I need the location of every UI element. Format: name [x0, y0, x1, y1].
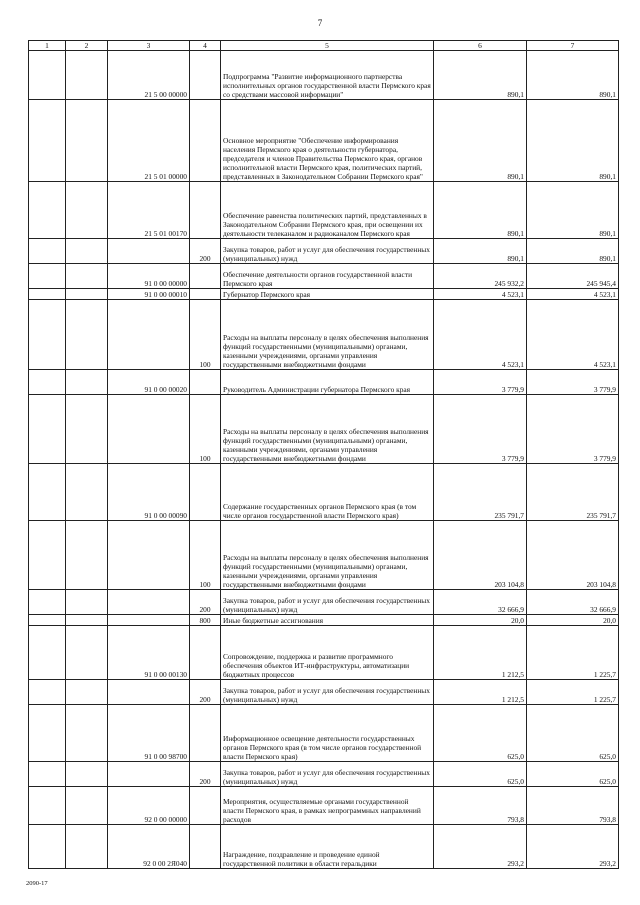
cell-amount-year2: 3 779,9 [527, 370, 619, 395]
column-header: 1 [29, 41, 66, 51]
cell-target-code: 91 0 00 00020 [108, 370, 190, 395]
cell-amount-year2: 1 225,7 [527, 626, 619, 680]
cell-section [29, 289, 66, 300]
column-header: 3 [108, 41, 190, 51]
cell-expense-type [190, 626, 221, 680]
cell-amount-year1: 203 104,8 [434, 521, 527, 590]
cell-expense-type: 200 [190, 590, 221, 615]
cell-section [29, 590, 66, 615]
cell-section [29, 370, 66, 395]
cell-expense-type [190, 182, 221, 239]
column-header: 4 [190, 41, 221, 51]
table-row [29, 370, 619, 395]
cell-section [29, 239, 66, 264]
cell-amount-year1: 235 791,7 [434, 464, 527, 521]
budget-table [28, 40, 619, 869]
cell-target-code [108, 615, 190, 626]
cell-subsection [66, 762, 108, 787]
table-row [29, 395, 619, 464]
cell-amount-year1: 793,8 [434, 787, 527, 825]
cell-expense-type [190, 825, 221, 869]
table-row [29, 825, 619, 869]
cell-amount-year1: 3 779,9 [434, 395, 527, 464]
cell-amount-year2: 890,1 [527, 51, 619, 100]
cell-subsection [66, 239, 108, 264]
cell-subsection [66, 100, 108, 182]
cell-subsection [66, 464, 108, 521]
cell-target-code [108, 680, 190, 705]
table-row [29, 264, 619, 289]
cell-expense-type [190, 464, 221, 521]
cell-subsection [66, 705, 108, 762]
cell-target-code: 21 5 01 00170 [108, 182, 190, 239]
cell-subsection [66, 289, 108, 300]
cell-amount-year2: 890,1 [527, 100, 619, 182]
table-row [29, 521, 619, 590]
cell-section [29, 464, 66, 521]
cell-section [29, 680, 66, 705]
cell-target-code [108, 521, 190, 590]
cell-name: Губернатор Пермского края [221, 289, 434, 300]
cell-section [29, 182, 66, 239]
cell-name: Подпрограмма "Развитие информационного партнерства исполнительных органов государственной власти Пермского края со средствами массовой информации" [221, 51, 434, 100]
cell-target-code [108, 300, 190, 370]
cell-amount-year1: 3 779,9 [434, 370, 527, 395]
cell-amount-year2: 20,0 [527, 615, 619, 626]
table-row [29, 762, 619, 787]
cell-amount-year1: 890,1 [434, 51, 527, 100]
cell-amount-year1: 20,0 [434, 615, 527, 626]
cell-target-code: 21 5 00 00000 [108, 51, 190, 100]
cell-subsection [66, 521, 108, 590]
cell-target-code: 21 5 01 00000 [108, 100, 190, 182]
cell-name: Мероприятия, осуществляемые органами государственной власти Пермского края, в рамках непрограммных направлений расходов [221, 787, 434, 825]
cell-subsection [66, 300, 108, 370]
cell-name: Награждение, поздравление и проведение единой государственной политики в области геральдики [221, 825, 434, 869]
cell-section [29, 300, 66, 370]
cell-section [29, 615, 66, 626]
cell-amount-year2: 625,0 [527, 705, 619, 762]
cell-amount-year2: 793,8 [527, 787, 619, 825]
table-row [29, 626, 619, 680]
cell-amount-year2: 32 666,9 [527, 590, 619, 615]
cell-amount-year2: 203 104,8 [527, 521, 619, 590]
cell-subsection [66, 787, 108, 825]
table-row [29, 51, 619, 100]
table-row [29, 615, 619, 626]
table-row [29, 680, 619, 705]
cell-section [29, 825, 66, 869]
cell-section [29, 521, 66, 590]
cell-subsection [66, 626, 108, 680]
cell-amount-year1: 4 523,1 [434, 289, 527, 300]
cell-expense-type [190, 100, 221, 182]
cell-subsection [66, 825, 108, 869]
cell-subsection [66, 264, 108, 289]
cell-name: Расходы на выплаты персоналу в целях обеспечения выполнения функций государственными (муниципальными) органами, казенными учреждениями, органами управления государственными внебюджетными фондами [221, 395, 434, 464]
cell-name: Расходы на выплаты персоналу в целях обеспечения выполнения функций государственными (муниципальными) органами, казенными учреждениями, органами управления государственными внебюджетными фондами [221, 300, 434, 370]
cell-subsection [66, 395, 108, 464]
cell-amount-year1: 293,2 [434, 825, 527, 869]
cell-expense-type: 100 [190, 395, 221, 464]
cell-expense-type [190, 787, 221, 825]
cell-amount-year2: 890,1 [527, 182, 619, 239]
cell-subsection [66, 680, 108, 705]
column-header: 7 [527, 41, 619, 51]
cell-target-code [108, 239, 190, 264]
cell-expense-type [190, 51, 221, 100]
cell-amount-year2: 3 779,9 [527, 395, 619, 464]
cell-name: Расходы на выплаты персоналу в целях обеспечения выполнения функций государственными (муниципальными) органами, казенными учреждениями, органами управления государственными внебюджетными фондами [221, 521, 434, 590]
cell-name: Руководитель Администрации губернатора Пермского края [221, 370, 434, 395]
cell-target-code: 91 0 00 00000 [108, 264, 190, 289]
cell-name: Закупка товаров, работ и услуг для обеспечения государственных (муниципальных) нужд [221, 762, 434, 787]
cell-target-code [108, 590, 190, 615]
table-row [29, 464, 619, 521]
cell-section [29, 264, 66, 289]
cell-expense-type [190, 264, 221, 289]
cell-expense-type: 100 [190, 300, 221, 370]
cell-name: Обеспечение деятельности органов государственной власти Пермского края [221, 264, 434, 289]
cell-section [29, 787, 66, 825]
cell-subsection [66, 51, 108, 100]
column-header: 6 [434, 41, 527, 51]
cell-expense-type [190, 705, 221, 762]
cell-expense-type [190, 370, 221, 395]
cell-section [29, 705, 66, 762]
cell-name: Обеспечение равенства политических партий, представленных в Законодательном Собрании Пермского края, при освещении их деятельности телеканалом и радиоканалом Пермского края [221, 182, 434, 239]
cell-subsection [66, 370, 108, 395]
table-row [29, 289, 619, 300]
cell-amount-year1: 245 932,2 [434, 264, 527, 289]
cell-amount-year1: 625,0 [434, 762, 527, 787]
cell-amount-year1: 4 523,1 [434, 300, 527, 370]
cell-target-code [108, 395, 190, 464]
cell-name: Информационное освещение деятельности государственных органов Пермского края (в том числе органов государственной власти Пермского края) [221, 705, 434, 762]
cell-section [29, 762, 66, 787]
cell-name: Основное мероприятие "Обеспечение информирования населения Пермского края о деятельности губернатора, председателя и членов Правительства Пермского края, органов исполнительной власти Пермского края, политических партий, представленных в Законодательном Собрании Пермского края" [221, 100, 434, 182]
table-row [29, 590, 619, 615]
table-row [29, 182, 619, 239]
cell-expense-type: 200 [190, 680, 221, 705]
cell-name: Закупка товаров, работ и услуг для обеспечения государственных (муниципальных) нужд [221, 680, 434, 705]
cell-section [29, 395, 66, 464]
cell-target-code: 91 0 00 00010 [108, 289, 190, 300]
cell-target-code: 92 0 00 2Я040 [108, 825, 190, 869]
cell-amount-year2: 4 523,1 [527, 289, 619, 300]
table-header-row [29, 41, 619, 51]
column-header: 2 [66, 41, 108, 51]
cell-amount-year1: 625,0 [434, 705, 527, 762]
cell-amount-year2: 293,2 [527, 825, 619, 869]
table-row [29, 787, 619, 825]
column-header: 5 [221, 41, 434, 51]
cell-amount-year2: 235 791,7 [527, 464, 619, 521]
cell-name: Закупка товаров, работ и услуг для обеспечения государственных (муниципальных) нужд [221, 239, 434, 264]
cell-expense-type: 100 [190, 521, 221, 590]
cell-subsection [66, 615, 108, 626]
cell-amount-year1: 1 212,5 [434, 680, 527, 705]
cell-amount-year2: 890,1 [527, 239, 619, 264]
cell-amount-year2: 625,0 [527, 762, 619, 787]
cell-subsection [66, 182, 108, 239]
cell-target-code [108, 762, 190, 787]
cell-amount-year1: 890,1 [434, 100, 527, 182]
cell-subsection [66, 590, 108, 615]
cell-amount-year2: 1 225,7 [527, 680, 619, 705]
cell-amount-year1: 32 666,9 [434, 590, 527, 615]
cell-name: Сопровождение, поддержка и развитие программного обеспечения объектов ИТ-инфраструктуры, автоматизации бюджетных процессов [221, 626, 434, 680]
cell-amount-year2: 245 945,4 [527, 264, 619, 289]
table-row [29, 300, 619, 370]
table-row [29, 239, 619, 264]
cell-section [29, 51, 66, 100]
page-number: 7 [317, 18, 323, 28]
cell-name: Содержание государственных органов Пермского края (в том числе органов государственной власти Пермского края) [221, 464, 434, 521]
cell-target-code: 91 0 00 00090 [108, 464, 190, 521]
cell-amount-year1: 1 212,5 [434, 626, 527, 680]
table-row [29, 705, 619, 762]
cell-target-code: 92 0 00 00000 [108, 787, 190, 825]
cell-expense-type: 800 [190, 615, 221, 626]
cell-name: Закупка товаров, работ и услуг для обеспечения государственных (муниципальных) нужд [221, 590, 434, 615]
table-row [29, 100, 619, 182]
cell-section [29, 626, 66, 680]
cell-section [29, 100, 66, 182]
cell-target-code: 91 0 00 98700 [108, 705, 190, 762]
cell-amount-year2: 4 523,1 [527, 300, 619, 370]
cell-name: Иные бюджетные ассигнования [221, 615, 434, 626]
cell-amount-year1: 890,1 [434, 239, 527, 264]
cell-amount-year1: 890,1 [434, 182, 527, 239]
cell-target-code: 91 0 00 00130 [108, 626, 190, 680]
cell-expense-type [190, 289, 221, 300]
footer-code: 2090-17 [26, 880, 48, 887]
cell-expense-type: 200 [190, 239, 221, 264]
cell-expense-type: 200 [190, 762, 221, 787]
